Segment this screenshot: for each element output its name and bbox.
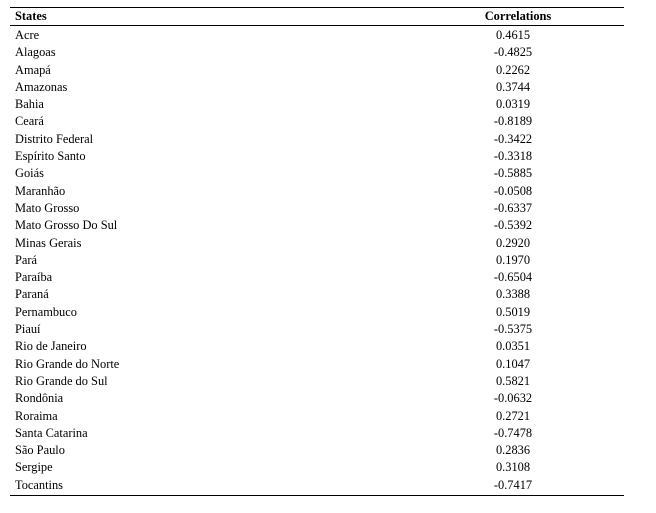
state-name-cell: Rondônia [15, 391, 64, 406]
state-name-cell: Acre [15, 28, 40, 42]
table-row [10, 148, 624, 165]
state-name-cell: Roraima [15, 408, 58, 423]
table-row [10, 200, 624, 217]
correlation-value-cell: -0.6337 [493, 200, 533, 215]
table-row [10, 96, 624, 113]
table-row [10, 44, 624, 61]
state-name-cell: Ceará [15, 114, 44, 129]
table-header-row [10, 8, 624, 25]
state-name-cell: Minas Gerais [15, 235, 82, 250]
header-states: States [15, 9, 47, 23]
correlation-value-cell: -0.8189 [493, 114, 533, 129]
table-body [10, 26, 624, 495]
table-row [10, 356, 624, 373]
state-name-cell: Santa Catarina [15, 425, 88, 440]
correlation-value-cell: -0.0508 [493, 183, 533, 198]
table-row [10, 477, 624, 494]
correlation-value-cell: -0.5375 [493, 322, 533, 337]
table-row [10, 165, 624, 182]
state-name-cell: Rio Grande do Norte [15, 356, 120, 371]
correlation-value-cell: -0.6504 [493, 270, 533, 285]
state-name-cell: Espírito Santo [15, 149, 86, 164]
table-row [10, 425, 624, 442]
correlation-value-cell: 0.0351 [495, 339, 531, 354]
table-row [10, 183, 624, 200]
correlation-value-cell: 0.1970 [495, 252, 531, 267]
correlation-value-cell: 0.5821 [495, 373, 531, 388]
table-row [10, 235, 624, 252]
correlation-value-cell: -0.0632 [493, 391, 533, 406]
state-name-cell: Goiás [15, 166, 44, 181]
state-name-cell: Paraná [15, 287, 49, 302]
table-row [10, 373, 624, 390]
correlation-value-cell: 0.2836 [495, 443, 531, 458]
correlation-value-cell: 0.2721 [495, 408, 531, 423]
state-name-cell: Amapá [15, 62, 51, 77]
correlation-value-cell: 0.3744 [495, 79, 531, 94]
table-row [10, 286, 624, 303]
table-row [10, 27, 624, 44]
correlation-value-cell: 0.2262 [495, 62, 531, 77]
state-name-cell: Distrito Federal [15, 131, 94, 146]
table-row [10, 252, 624, 269]
table-row [10, 113, 624, 130]
table-bottom-rule [10, 495, 624, 496]
table-row [10, 408, 624, 425]
table-row [10, 269, 624, 286]
correlation-value-cell: -0.3318 [493, 149, 533, 164]
state-name-cell: Pernambuco [15, 304, 77, 319]
table-row [10, 79, 624, 96]
correlation-value-cell: 0.4615 [495, 28, 531, 42]
correlation-value-cell: 0.5019 [495, 304, 531, 319]
state-name-cell: Mato Grosso Do Sul [15, 218, 118, 233]
correlation-value-cell: 0.0319 [495, 97, 531, 112]
table-row [10, 62, 624, 79]
state-name-cell: Rio de Janeiro [15, 339, 87, 354]
correlation-value-cell: -0.7478 [493, 425, 533, 440]
correlation-value-cell: -0.3422 [493, 131, 533, 146]
correlation-value-cell: 0.3388 [495, 287, 531, 302]
state-name-cell: Tocantins [15, 477, 63, 492]
table-row [10, 459, 624, 476]
state-name-cell: Sergipe [15, 460, 53, 475]
correlation-value-cell: 0.3108 [495, 460, 531, 475]
correlation-value-cell: -0.5392 [493, 218, 533, 233]
correlation-value-cell: -0.7417 [493, 477, 533, 492]
state-name-cell: Mato Grosso [15, 200, 80, 215]
state-name-cell: Piauí [15, 322, 41, 337]
state-name-cell: São Paulo [15, 443, 65, 458]
state-name-cell: Alagoas [15, 45, 56, 60]
header-correlations: Correlations [484, 9, 552, 23]
state-name-cell: Paraíba [15, 270, 53, 285]
table-row [10, 131, 624, 148]
state-name-cell: Maranhão [15, 183, 66, 198]
table-row [10, 304, 624, 321]
state-name-cell: Bahia [15, 97, 44, 112]
table-row [10, 217, 624, 234]
correlation-value-cell: -0.4825 [493, 45, 533, 60]
correlation-table [10, 7, 624, 496]
table-row [10, 390, 624, 407]
state-name-cell: Pará [15, 252, 38, 267]
table-row [10, 338, 624, 355]
table-row [10, 321, 624, 338]
state-name-cell: Amazonas [15, 79, 68, 94]
correlation-value-cell: -0.5885 [493, 166, 533, 181]
correlation-value-cell: 0.2920 [495, 235, 531, 250]
correlation-value-cell: 0.1047 [495, 356, 531, 371]
state-name-cell: Rio Grande do Sul [15, 373, 108, 388]
table-row [10, 442, 624, 459]
